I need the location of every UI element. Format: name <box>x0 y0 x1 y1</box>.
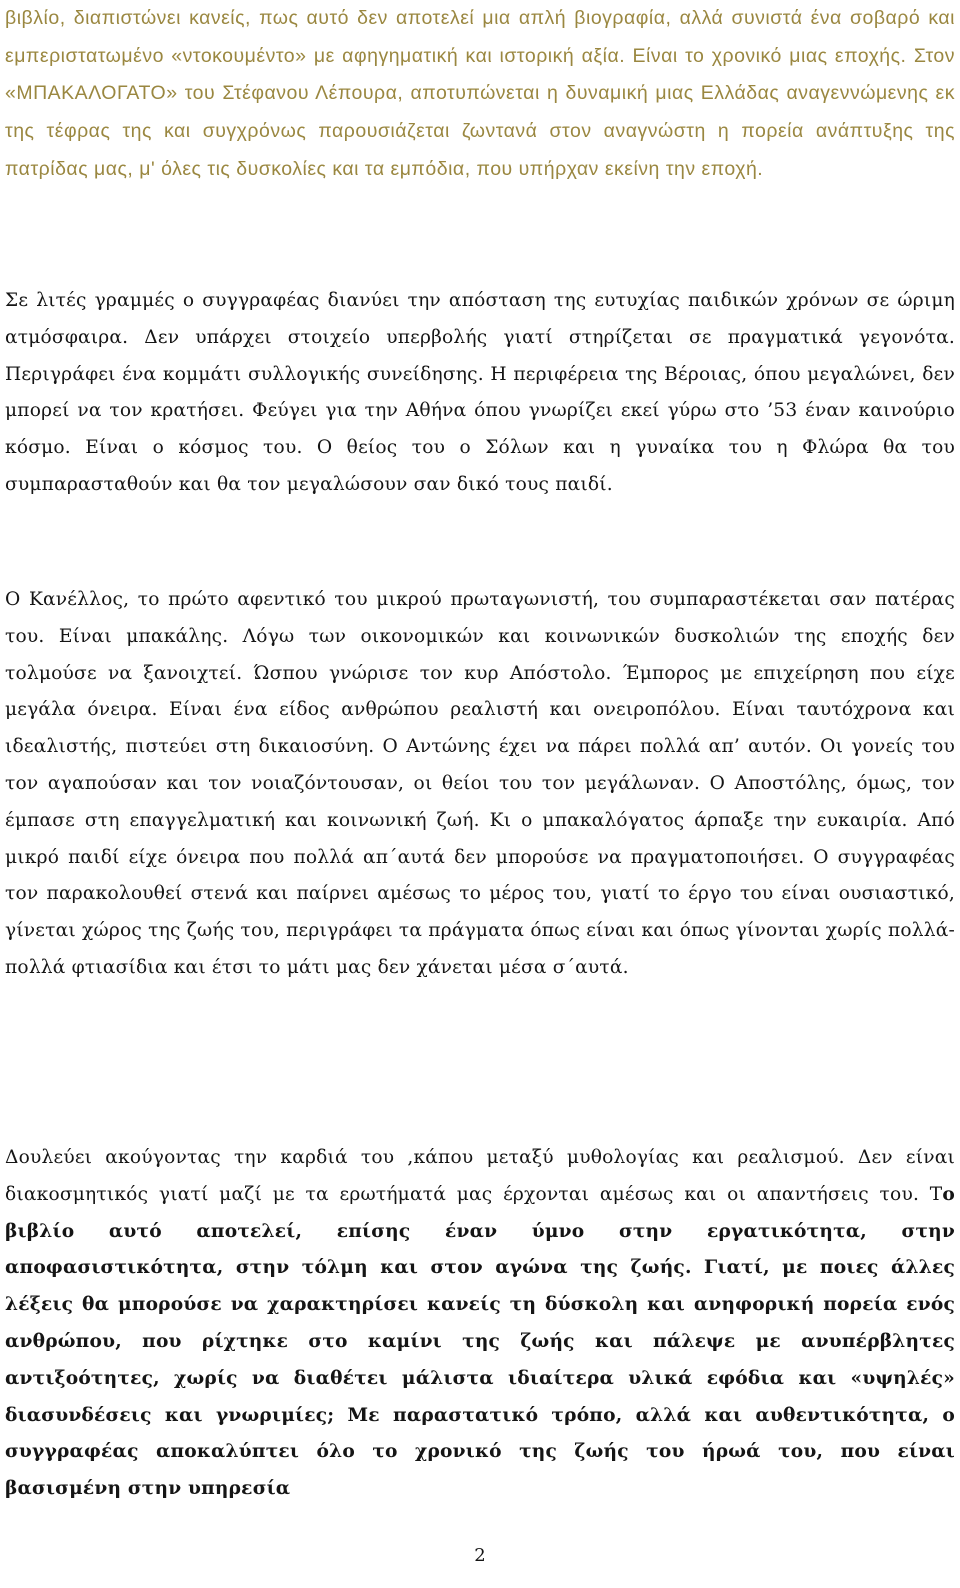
paragraph-conclusion-bold: ο βιβλίο αυτό αποτελεί, επίσης έναν ύμνο στην εργατικότητα, στην αποφασιστικότητα, στην τόλμη και στον αγώνα της ζωής. Γιατί, με ποιες άλλες λέξεις θα μπορούσε να χαρακτηρίσει κανείς τη δύσκολη και ανηφορική πορεία ενός ανθρώπου, που ρίχτηκε στο καμίνι της ζωής και πάλεψε με ανυπέρβλητες αντιξοότητες, χωρίς να διαθέτει μάλιστα ιδιαίτερα υλικά εφόδια και «υψηλές» διασυνδέσεις και γνωριμίες; Με παραστατικό τρόπο, αλλά και αυθεντικότητα, ο συγγραφέας αποκαλύπτει όλο το χρονικό της ζωής του ήρωά του, που είναι βασισμένη στην υπηρεσία <box>5 1183 955 1500</box>
paragraph-kanellos: Ο Κανέλλος, το πρώτο αφεντικό του μικρού πρωταγωνιστή, του συμπαραστέκεται σαν πατέρας του. Είναι μπακάλης. Λόγω των οικονομικών και κοινωνικών δυσκολιών της εποχής δεν τολμούσε να ξανοιχτεί. Ώσπου γνώρισε τον κυρ Απόστολο. Έμπορος με επιχείρηση που είχε μεγάλα όνειρα. Είναι ένα είδος ανθρώπου ρεαλιστή και ονειροπόλου. Είναι ταυτόχρονα και ιδεαλιστής, πιστεύει στη δικαιοσύνη. Ο Αντώνης έχει να πάρει πολλά απ’ αυτόν. Οι γονείς του τον αγαπούσαν και τον νοιαζόντουσαν, οι θείοι του τον μεγάλωναν. Ο Αποστόλης, όμως, τον έμπασε στη επαγγελματική και κοινωνική ζωή. Κι ο μπακαλόγατος άρπαξε την ευκαιρία. Από μικρό παιδί είχε όνειρα που πολλά απ΄αυτά δεν μπορούσε να πραγματοποιήσει. Ο συγγραφέας τον παρακολουθεί στενά και παίρνει αμέσως το μέρος του, γιατί το έργο του είναι ουσιαστικό, γίνεται χώρος της ζωής του, περιγράφει τα πράγματα όπως είναι και όπως γίνονται χωρίς πολλά- πολλά φτιασίδια και έτσι το μάτι μας δεν χάνεται μέσα σ΄αυτά. <box>5 589 955 978</box>
page-number: 2 <box>474 1545 486 1566</box>
paragraph-conclusion-plain: Δουλεύει ακούγοντας την καρδιά του ,κάπου μεταξύ μυθολογίας και ρεαλισμού. Δεν είναι διακοσμητικός γιατί μαζί με τα ερωτήματά μας έρχονται αμέσως και οι απαντήσεις του. Τ <box>5 1147 955 1205</box>
paragraph-conclusion <box>5 1140 955 1508</box>
paragraph-childhood: Σε λιτές γραμμές ο συγγραφέας διανύει την απόσταση της ευτυχίας παιδικών χρόνων σε ώριμη ατμόσφαιρα. Δεν υπάρχει στοιχείο υπερβολής γιατί στηρίζεται σε πραγματικά γεγονότα. Περιγράφει ένα κομμάτι συλλογικής συνείδησης. Η περιφέρεια της Βέροιας, όπου μεγαλώνει, δεν μπορεί να τον κρατήσει. Φεύγει για την Αθήνα όπου γνωρίζει εκεί γύρω στο ’53 έναν καινούριο κόσμο. Είναι ο κόσμος του. Ο θείος του ο Σόλων και η γυναίκα του η Φλώρα θα του συμπαρασταθούν και θα τον μεγαλώσουν σαν δικό τους παιδί. <box>5 290 955 495</box>
paragraph-intro: βιβλίο, διαπιστώνει κανείς, πως αυτό δεν αποτελεί μια απλή βιογραφία, αλλά συνιστά ένα σοβαρό και εμπεριστατωμένο «ντοκουμέντο» με αφηγηματική και ιστορική αξία. Είναι το χρονικό μιας εποχής. Στον «ΜΠΑΚΑΛΟΓΑΤΟ» του Στέφανου Λέπουρα, αποτυπώνεται η δυναμική μιας Ελλάδας αναγεννώμενης εκ της τέφρας της και συγχρόνως παρουσιάζεται ζωντανά στον αναγνώστη η πορεία ανάπτυξης της πατρίδας μας, μ' όλες τις δυσκολίες και τα εμπόδια, που υπήρχαν εκείνη την εποχή. <box>5 7 955 180</box>
